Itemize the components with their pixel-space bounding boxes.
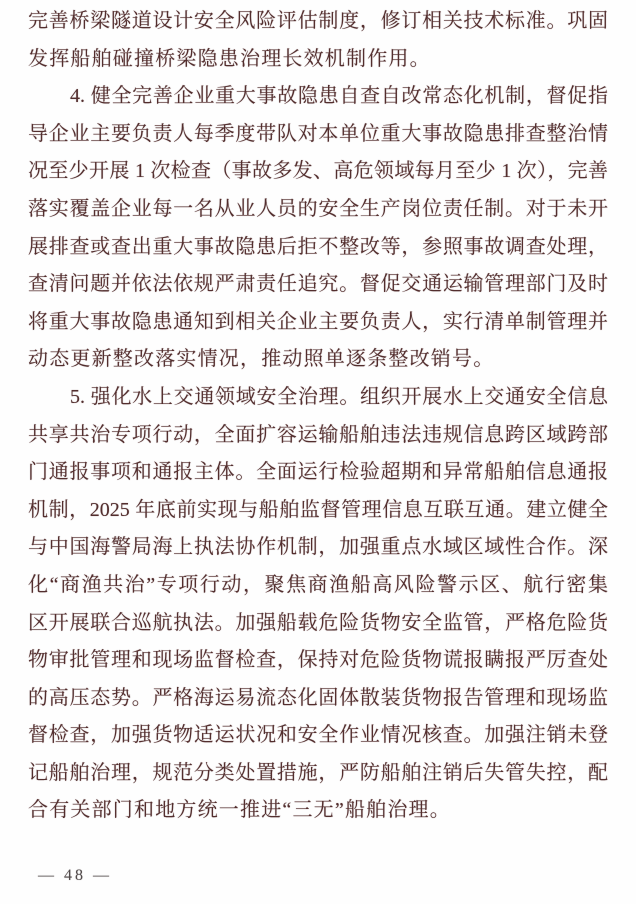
- text-line: 落实覆盖企业每一名从业人员的安全生产岗位责任制。对于未开: [28, 197, 608, 220]
- text-line: 况至少开展 1 次检查（事故多发、高危领域每月至少 1 次），完善: [28, 160, 608, 183]
- text-line: 门通报事项和通报主体。全面运行检验超期和异常船舶信息通报: [28, 461, 608, 484]
- document-body: [28, 3, 608, 830]
- text-line: 化“商渔共治”专项行动，聚焦商渔船高风险警示区、航行密集: [28, 573, 608, 596]
- text-line: 将重大事故隐患通知到相关企业主要负责人，实行清单制管理并: [28, 310, 608, 333]
- text-line: 5. 强化水上交通领域安全治理。组织开展水上交通安全信息: [70, 385, 608, 408]
- text-line: 记船舶治理，规范分类处置措施，严防船舶注销后失管失控，配: [28, 761, 608, 784]
- text-line: 4. 健全完善企业重大事故隐患自查自改常态化机制，督促指: [70, 85, 608, 108]
- text-line: 机制，2025 年底前实现与船舶监督管理信息互联互通。建立健全: [28, 498, 608, 521]
- text-line: 区开展联合巡航执法。加强船载危险货物安全监管，严格危险货: [28, 611, 608, 634]
- text-line: 查清问题并依法依规严肃责任追究。督促交通运输管理部门及时: [28, 273, 608, 296]
- text-line: 发挥船舶碰撞桥梁隐患治理长效机制作用。: [28, 47, 431, 70]
- text-line: 动态更新整改落实情况，推动照单逐条整改销号。: [28, 348, 495, 371]
- text-line: 展排查或查出重大事故隐患后拒不整改等，参照事故调查处理，: [28, 235, 608, 258]
- text-line: 物审批管理和现场监督检查，保持对危险货物谎报瞒报严厉查处: [28, 649, 608, 672]
- text-line: 导企业主要负责人每季度带队对本单位重大事故隐患排查整治情: [28, 122, 608, 145]
- text-line: 与中国海警局海上执法协作机制，加强重点水域区域性合作。深: [28, 536, 608, 559]
- text-line: 共享共治专项行动，全面扩容运输船舶违法违规信息跨区域跨部: [28, 423, 608, 446]
- text-line: 完善桥梁隧道设计安全风险评估制度，修订相关技术标准。巩固: [28, 10, 608, 32]
- text-line: 的高压态势。严格海运易流态化固体散装货物报告管理和现场监: [28, 686, 608, 709]
- page-number: — 48 —: [38, 867, 112, 884]
- text-line: 督检查，加强货物适运状况和安全作业情况核查。加强注销未登: [28, 724, 608, 747]
- text-line: 合有关部门和地方统一推进“三无”船舶治理。: [28, 799, 451, 822]
